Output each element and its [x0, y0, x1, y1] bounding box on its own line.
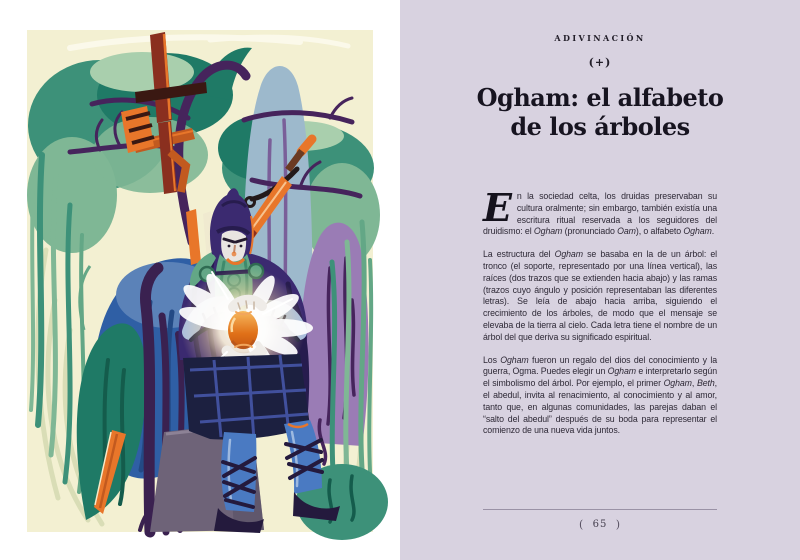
page-footer: [483, 509, 717, 530]
footer-rule: [483, 509, 717, 510]
chapter-kicker: ADIVINACIÓN: [554, 33, 646, 43]
section-ornament-icon: (+): [588, 56, 612, 69]
paragraph-3: Los Ogham fueron un regalo del dios del conocimiento y la guerra, Ogma. Puedes elegir un Ogham e interpretarlo según el simbolismo del árbol. Por ejemplo, el primer Ogham, Beth, el abedul, invita al renacimiento, al conocimiento y al amor, tanto que, en algunas comunidades, las parejas daban el “salto del abedul” después de su boda para representar el comienzo de una nueva vida juntos.: [483, 354, 717, 436]
page-number-left-bracket: (: [578, 517, 585, 531]
right-page: [400, 0, 800, 560]
paragraph-1-text: n la sociedad celta, los druidas preservaban su cultura oralmente; sin embargo, también existía una escritura ritual reservada a los seguidores del druidismo: el Ogham (pronunciado Oam), o alfabeto Ogham.: [483, 191, 717, 237]
page-title-line1: Ogham: el alfabeto: [476, 83, 724, 112]
page-title-line2: de los árboles: [510, 112, 690, 141]
paragraph-2: La estructura del Ogham se basaba en la de un árbol: el tronco (el soporte, representado por una línea vertical), las raíces (dos trazos que se extienden hacia abajo) y las ramas (trazos cuyo ángulo y posición representaban las diferentes letras). Se leía de abajo hacia arriba, siguiendo el crecimiento de los árboles, de modo que el mensaje se elevaba de la tierra al cielo. Cada letra tiene el nombre de un árbol del que deriva su significado espiritual.: [483, 249, 718, 342]
page-number: [483, 517, 717, 530]
drop-cap: E: [483, 185, 512, 230]
paragraph-1: [483, 185, 717, 238]
page-number-value: 65: [592, 519, 608, 530]
page-number-right-bracket: ): [615, 517, 622, 531]
body-text-column: [483, 185, 718, 437]
page-title: [400, 83, 800, 141]
